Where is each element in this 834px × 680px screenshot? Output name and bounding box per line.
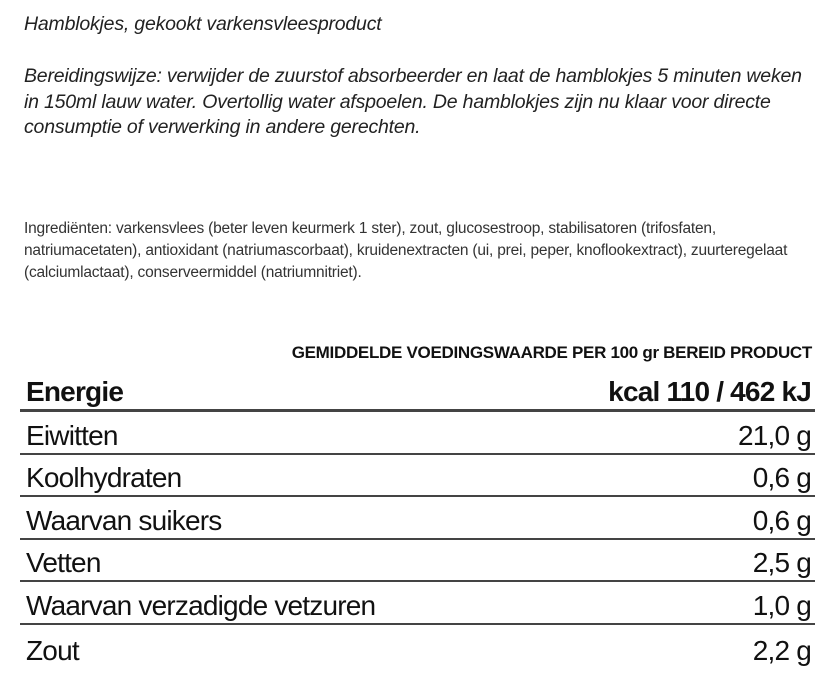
nutrition-row [20, 500, 815, 540]
preparation-text: Bereidingswijze: verwijder de zuurstof absorbeerder en laat de hamblokjes 5 minuten weken in 150ml lauw water. Overtollig water afspoelen. De hamblokjes zijn nu klaar voor directe consumptie of verwerking in andere gerechten. [24, 65, 802, 138]
nutrient-value: 2,5 g [752, 547, 811, 578]
nutrient-value: 21,0 g [737, 420, 811, 451]
nutrient-value: 0,6 g [752, 462, 811, 493]
nutrient-value: 1,0 g [752, 590, 811, 621]
nutrient-label: Eiwitten [26, 420, 118, 451]
nutrition-row [20, 415, 815, 455]
nutrient-label: Waarvan suikers [26, 505, 222, 536]
nutrient-label: Zout [26, 635, 79, 666]
nutrient-value: 0,6 g [752, 505, 811, 536]
nutrient-label: Waarvan verzadigde vetzuren [26, 590, 376, 621]
nutrient-label: Vetten [26, 547, 101, 578]
nutrition-row [20, 542, 815, 582]
nutrition-row-energie [20, 372, 815, 412]
nutrient-label: Energie [26, 376, 124, 407]
ingredients-text: Ingrediënten: varkensvlees (beter leven keurmerk 1 ster), zout, glucosestroop, stabilisatoren (trifosfaten, natriumacetaten), antioxidant (natriumascorbaat), kruidenextracten (ui, prei, peper, knoflookextract), zuurteregelaat (calciumlactaat), conserveermiddel (natriumnitriet). [24, 220, 788, 281]
nutrient-value: 2,2 g [752, 635, 811, 666]
nutrition-row [20, 457, 815, 497]
product-title: Hamblokjes, gekookt varkensvleesproduct [24, 13, 382, 35]
nutrition-row [20, 585, 815, 625]
nutrient-label: Koolhydraten [26, 462, 182, 493]
nutrient-value: kcal 110 / 462 kJ [608, 376, 811, 407]
nutrition-header: GEMIDDELDE VOEDINGSWAARDE PER 100 gr BEREID PRODUCT [291, 343, 812, 362]
nutrition-row [20, 628, 815, 668]
